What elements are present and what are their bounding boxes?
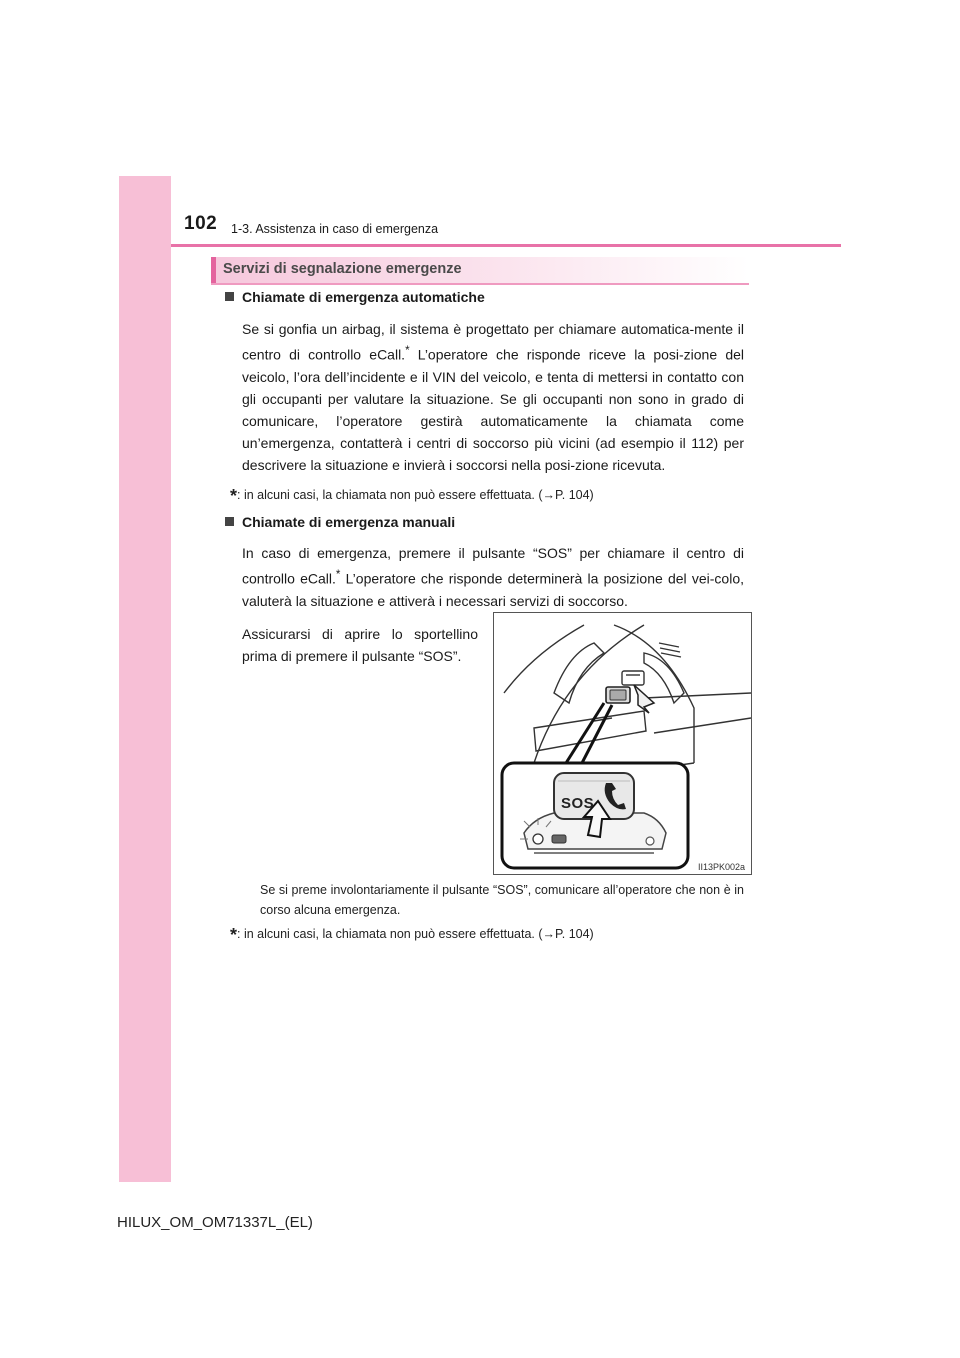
subheading-manual	[225, 514, 455, 530]
arrow-right-icon: →	[542, 927, 556, 941]
paragraph-manual	[242, 542, 744, 612]
footnote-marker: *	[335, 568, 341, 581]
footnote-1	[230, 486, 594, 507]
page-number: 102	[184, 213, 218, 234]
footnote-star: *	[230, 925, 238, 945]
subheading-automatic	[225, 289, 485, 305]
section-header	[211, 257, 749, 285]
header-rule	[171, 244, 841, 247]
sos-button-label: SOS	[561, 795, 595, 812]
figure-code: II13PK002a	[697, 862, 745, 872]
square-bullet-icon	[225, 517, 234, 526]
square-bullet-icon	[225, 292, 234, 301]
paragraph-automatic-part2: L’operatore che risponde riceve la posi-zione del veicolo, l’ora dell’incidente e il VIN del veicolo, e tenta di mettersi in contatto con gli occupanti per valutare la situazione. Se gli occupanti non sono in grado di comunicare, l’operatore gestirà automaticamente la chiamata come un’emergenza, contatterà i centri di soccorso più vicini (ad esempio il 112) per descrivere la situazione e invierà i soccorsi nella posi-zione ricevuta.	[242, 346, 744, 473]
footnote-marker: *	[405, 344, 410, 357]
footnote-2	[230, 925, 594, 946]
footnote-page-ref[interactable]: P. 104)	[555, 488, 594, 502]
section-title: Servizi di segnalazione emergenze	[223, 261, 462, 277]
paragraph-manual-part1: In caso di emergenza, premere il pulsante “SOS” per chiamare il centro di controllo eCall.	[242, 545, 744, 587]
paragraph-automatic-part1: Se si gonfia un airbag, il sistema è progettato per chiamare automatica-mente il centro di controllo eCall.	[242, 321, 744, 363]
paragraph-open-cover: Assicurarsi di aprire lo sportellino prima di premere il pulsante “SOS”.	[242, 626, 478, 664]
section-accent	[211, 257, 216, 283]
paragraph-manual-part2: L’operatore che risponde determinerà la posizione del vei-colo, valuterà la situazione e attiverà i necessari servizi di soccorso.	[242, 570, 744, 609]
paragraph-automatic	[242, 318, 744, 476]
note-accidental-press: Se si preme involontariamente il pulsante “SOS”, comunicare all’operatore che non è in corso alcuna emergenza.	[260, 883, 744, 917]
overhead-console-drawing	[494, 613, 751, 874]
footnote-text: : in alcuni casi, la chiamata non può essere effettuata. (	[237, 927, 543, 941]
chapter-title: 1-3. Assistenza in caso di emergenza	[231, 222, 439, 236]
subheading-manual-text: Chiamate di emergenza manuali	[242, 514, 456, 530]
sos-button-illustration	[493, 612, 752, 875]
footnote-text: : in alcuni casi, la chiamata non può essere effettuata. (	[237, 488, 543, 502]
footnote-star: *	[230, 486, 238, 506]
footnote-page-ref[interactable]: P. 104)	[555, 927, 594, 941]
document-code: HILUX_OM_OM71337L_(EL)	[117, 1214, 313, 1231]
subheading-automatic-text: Chiamate di emergenza automatiche	[242, 289, 485, 305]
arrow-right-icon: →	[542, 488, 556, 502]
side-tab-band	[119, 176, 171, 1182]
